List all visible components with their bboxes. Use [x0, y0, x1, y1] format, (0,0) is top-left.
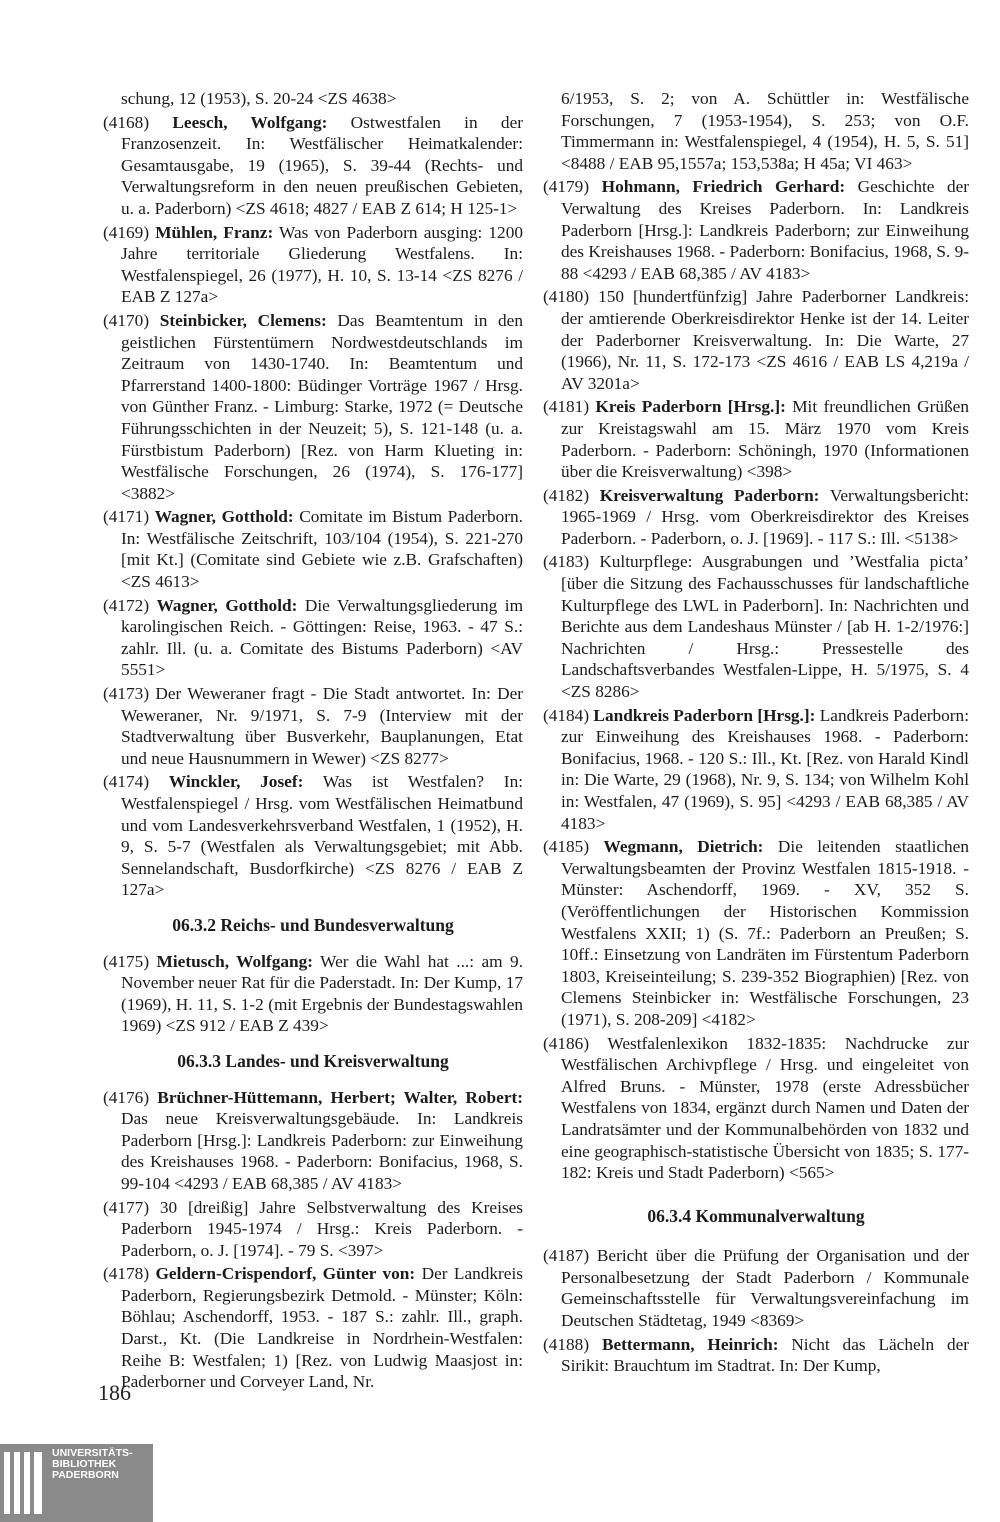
entry-text: Landkreis Paderborn: zur Einweihung des Kreishauses 1968. - Paderborn: Bonifacius, 1968. - 120 S.: Ill., Kt. [Rez. von Harald Kindl in: Die Warte, 29 (1968), Nr. 9, S. 134; von Wilhelm Kohl in: Westfalen, 47 (1969), S. 95] <4293 / EAB 68,385 / AV 4183> — [561, 705, 969, 833]
entry-text: Comitate im Bistum Paderborn. In: Westfälische Zeitschrift, 103/104 (1954), S. 221-270 [mit Kt.] (Comitate sind Gebiete wie z.B. Grafschaften) <ZS 4613> — [121, 507, 524, 592]
library-logo-text — [52, 1448, 133, 1481]
entry-text: Kulturpflege: Ausgrabungen und ’Westfalia picta’ [über die Sitzung des Fachausschusses für landschaftliche Kulturpflege des LWL in Paderborn]. In: Nachrichten und Berichte aus dem Landeshaus Münster / [ab H. 1-2/1976:] Nachrichten / Hrsg.: Pressestelle des Landschaftsverbandes Westfalen-Lippe, H. 5/1975, S. 4 <ZS 8286> — [561, 552, 969, 702]
bibliography-entry-4171 — [103, 506, 523, 592]
bibliography-entry-4183 — [543, 551, 969, 702]
entry-number: (4179) — [543, 177, 590, 197]
entry-author: Landkreis Paderborn [Hrsg.]: — [593, 705, 816, 725]
continued-entry: schung, 12 (1953), S. 20-24 <ZS 4638> — [121, 89, 397, 108]
page-footer — [0, 1444, 1000, 1522]
entry-author: Hohmann, Friedrich Gerhard: — [601, 177, 846, 197]
entry-author: Steinbicker, Clemens: — [159, 310, 327, 330]
bibliography-entry-4182 — [543, 485, 969, 550]
entry-number: (4183) — [543, 552, 590, 572]
entry-number: (4174) — [103, 772, 150, 792]
entry-text: Mit freundlichen Grüßen zur Kreistagswahl am 15. März 1970 vom Kreis Paderborn. - Paderborn: Schöningh, 1970 (Informationen über die Kreisverwaltung) <398> — [561, 397, 969, 482]
entry-author: Mühlen, Franz: — [155, 222, 274, 242]
logo-line: UNIVERSITÄTS- — [52, 1447, 133, 1459]
entry-number: (4172) — [103, 595, 150, 615]
right-column — [543, 88, 969, 1379]
entry-number: (4170) — [103, 310, 150, 330]
entry-number: (4182) — [543, 485, 590, 505]
section-heading-landes-kreisverwaltung: 06.3.3 Landes- und Kreisverwaltung — [177, 1050, 449, 1071]
bibliography-entry-4179 — [543, 176, 969, 284]
section-heading-reichs-bundesverwaltung: 06.3.2 Reichs- und Bundesverwaltung — [172, 914, 454, 935]
bibliography-entry-4176 — [103, 1087, 523, 1195]
bibliography-entry-4184 — [543, 705, 969, 835]
bibliography-entry-4178 — [103, 1263, 523, 1393]
entry-text: Was von Paderborn ausging: 1200 Jahre territoriale Gliederung Westfalens. In: Westfalenspiegel, 26 (1977), H. 10, S. 13-14 <ZS 8276 / EAB Z 127a> — [121, 222, 523, 307]
entry-author: Brüchner-Hüttemann, Herbert; Walter, Robert: — [157, 1087, 523, 1107]
bibliography-entry-4175 — [103, 951, 523, 1037]
entry-number: (4173) — [103, 684, 150, 704]
entry-number: (4186) — [543, 1033, 590, 1053]
entry-number: (4177) — [103, 1197, 150, 1217]
bibliography-entry-4186 — [543, 1033, 969, 1184]
entry-text: Bericht über die Prüfung der Organisation und der Personalbesetzung der Stadt Paderborn / Kommunale Gemeinschaftsstelle für Verwaltungsvereinfachung im Deutschen Städtetag, 1949 <8369> — [561, 1246, 969, 1331]
section-heading-kommunalverwaltung: 06.3.4 Kommunalverwaltung — [647, 1205, 865, 1226]
entry-text: 30 [dreißig] Jahre Selbstverwaltung des Kreises Paderborn 1945-1974 / Hrsg.: Kreis Paderborn. - Paderborn, o. J. [1974]. - 79 S. <397> — [121, 1197, 523, 1260]
entry-number: (4187) — [543, 1246, 590, 1266]
entry-number: (4184) — [543, 705, 590, 725]
entry-author: Kreis Paderborn [Hrsg.]: — [595, 397, 786, 417]
entry-number: (4175) — [103, 951, 150, 971]
entry-number: (4171) — [103, 507, 150, 527]
logo-line: PADERBORN — [52, 1469, 119, 1481]
entry-text: Verwaltungsbericht: 1965-1969 / Hrsg. vom Oberkreisdirektor des Kreises Paderborn. - Paderborn, o. J. [1969]. - 117 S.: Ill. <5138> — [561, 485, 969, 548]
entry-author: Bettermann, Heinrich: — [601, 1334, 779, 1354]
entry-text: Nicht das Lächeln der Sirikit: Brauchtum im Stadtrat. In: Der Kump, — [561, 1334, 970, 1376]
bibliography-entry-4188 — [543, 1334, 969, 1377]
entry-number: (4180) — [543, 287, 590, 307]
library-logo — [0, 1444, 153, 1522]
library-barcode-icon — [4, 1452, 48, 1514]
entry-text: Wer die Wahl hat ...: am 9. November neuer Rat für die Paderstadt. In: Der Kump, 17 (1969), H. 11, S. 1-2 (mit Ergebnis der Bundestagswahlen 1969) <ZS 912 / EAB Z 439> — [121, 951, 524, 1036]
left-column — [103, 88, 523, 1395]
entry-number: (4181) — [543, 397, 590, 417]
entry-text: Der Weweraner fragt - Die Stadt antwortet. In: Der Weweraner, Nr. 9/1971, S. 7-9 (Interview mit der Stadtverwaltung über Busverkehr, Bauplanungen, Etat und neue Hausnummern in Wewer) <ZS 8277> — [121, 684, 523, 768]
entry-number: (4178) — [103, 1264, 150, 1284]
continued-entry: 6/1953, S. 2; von A. Schüttler in: Westfälische Forschungen, 7 (1953-1954), S. 253; von O.F. Timmermann in: Westfalenspiegel, 4 (1954), H. 5, S. 51] <8488 / EAB 95,1557a; 153,538a; H 45a; VI 463> — [561, 89, 969, 173]
entry-number: (4185) — [543, 837, 590, 857]
entry-author: Wegmann, Dietrich: — [603, 837, 764, 857]
logo-line: BIBLIOTHEK — [52, 1458, 117, 1470]
entry-number: (4168) — [103, 112, 150, 132]
entry-text: Geschichte der Verwaltung des Kreises Paderborn. In: Landkreis Paderborn [Hrsg.]: Landkreis Paderborn; zur Einweihung des Kreishauses 1968. - Paderborn: Bonifacius, 1968, S. 9-88 <4293 / EAB 68,385 / AV 4183> — [561, 177, 970, 283]
entry-author: Winckler, Josef: — [168, 772, 304, 792]
entry-author: Geldern-Crispendorf, Günter von: — [155, 1264, 416, 1284]
bibliography-entry-4177 — [103, 1197, 523, 1262]
bibliography-entry-4180 — [543, 286, 969, 394]
entry-text: Das neue Kreisverwaltungsgebäude. In: Landkreis Paderborn [Hrsg.]: Landkreis Paderborn: zur Einweihung des Kreishauses 1968. - Paderborn: Bonifacius, 1968, S. 99-104 <4293 / EAB 68,385 / AV 4183> — [121, 1109, 523, 1193]
bibliography-entry-4173 — [103, 683, 523, 769]
entry-number: (4176) — [103, 1087, 150, 1107]
entry-text: Westfalenlexikon 1832-1835: Nachdrucke zur Westfälischen Archivpflege / Hrsg. und eingeleitet von Alfred Bruns. - Münster, 1978 (erste Adressbücher Westfalens von 1834, ergänzt durch Namen und Daten der Landratsämter und der Kommunalbehörden von 1832 und eine geographisch-statistische Übersicht von 1835; S. 177-182: Kreis und Stadt Paderborn) <565> — [561, 1033, 970, 1183]
entry-author: Mietusch, Wolfgang: — [156, 951, 313, 971]
entry-number: (4188) — [543, 1334, 590, 1354]
entry-author: Kreisverwaltung Paderborn: — [599, 485, 820, 505]
entry-author: Wagner, Gotthold: — [156, 595, 298, 615]
bibliography-entry-4185 — [543, 836, 969, 1030]
bibliography-entry-4168 — [103, 112, 523, 220]
entry-text: 150 [hundertfünfzig] Jahre Paderborner Landkreis: der amtierende Oberkreisdirektor Henke ist der 14. Leiter der Paderborner Kreisverwaltung. In: Die Warte, 27 (1966), Nr. 11, S. 172-173 <ZS 4616 / EAB LS 4,219a / AV 3201a> — [561, 287, 969, 393]
bibliography-entry-4187 — [543, 1245, 969, 1331]
bibliography-entry-4181 — [543, 396, 969, 482]
entry-number: (4169) — [103, 222, 150, 242]
bibliography-entry-4174 — [103, 771, 523, 901]
entry-text: Ostwestfalen in der Franzosenzeit. In: Westfälischer Heimatkalender: Gesamtausgabe, 19 (1965), S. 39-44 (Rechts- und Verwaltungsreform in den neuen preußischen Gebieten, u. a. Paderborn) <ZS 4618; 4827 / EAB Z 614; H 125-1> — [121, 112, 523, 218]
entry-text: Die Verwaltungsgliederung im karolingischen Reich. - Göttingen: Reise, 1963. - 47 S.: zahlr. Ill. (u. a. Comitate des Bistums Paderborn) <AV 5551> — [121, 595, 524, 680]
entry-author: Wagner, Gotthold: — [154, 507, 294, 527]
entry-text: Der Landkreis Paderborn, Regierungsbezirk Detmold. - Münster; Köln: Böhlau; Aschendorff, 1953. - 187 S.: zahlr. Ill., graph. Darst., Kt. (Die Landkreise in Nordrhein-Westfalen: Reihe B: Westfalen; 1) [Rez. von Ludwig Maasjost in: Paderborner und Corveyer Land, Nr. — [121, 1264, 524, 1392]
entry-author: Leesch, Wolfgang: — [172, 112, 328, 132]
entry-text: Was ist Westfalen? In: Westfalenspiegel / Hrsg. vom Westfälischen Heimatbund und vom Landesverkehrsverband Westfalen, 1 (1952), H. 9, S. 5-7 (Westfalen als Verwaltungsgebiet; mit Abb. Sennelandschaft, Busdorfkirche) <ZS 8276 / EAB Z 127a> — [121, 772, 524, 900]
entry-text: Das Beamtentum in den geistlichen Fürstentümern Nordwestdeutschlands im Zeitraum von 1430-1740. In: Beamtentum und Pfarrerstand 1400-1800: Büdinger Vorträge 1967 / Hrsg. von Günther Franz. - Limburg: Starke, 1972 (= Deutsche Führungsschichten in der Neuzeit; 5), S. 121-148 (u. a. Fürstbistum Paderborn) [Rez. von Harm Klueting in: Westfälische Forschungen, 26 (1974), S. 176-177] <3882> — [121, 310, 523, 503]
entry-text: Die leitenden staatlichen Verwaltungsbeamten der Provinz Westfalen 1815-1918. - Münster: Aschendorff, 1969. - XV, 352 S. (Veröffentlichungen der Historischen Kommission Westfalens XXII; 1) (S. 7f.: Paderborn an Preußen; S. 10ff.: Einsetzung von Landräten im Fürstentum Paderborn 1803, Kreiseinteilung; S. 239-352 Biographien) [Rez. von Clemens Steinbicker in: Westfälische Forschungen, 23 (1971), S. 208-209] <4182> — [561, 837, 969, 1029]
bibliography-entry-4170 — [103, 310, 523, 504]
page-number: 186 — [98, 1380, 131, 1405]
bibliography-entry-4172 — [103, 595, 523, 681]
bibliography-entry-4169 — [103, 222, 523, 308]
